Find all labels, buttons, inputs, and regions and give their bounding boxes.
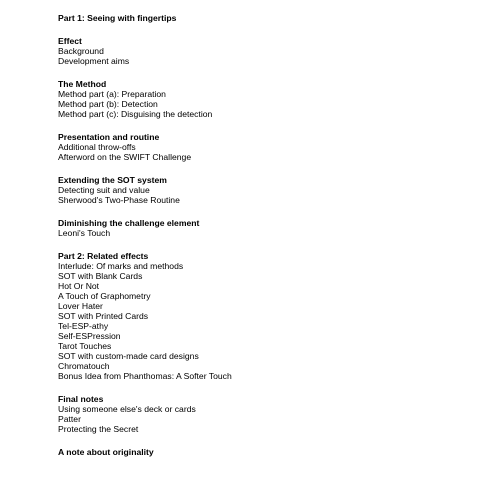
toc-item: Method part (a): Preparation [58, 89, 166, 99]
section-item-list [58, 228, 488, 238]
toc-item: Interlude: Of marks and methods [58, 261, 184, 271]
toc-item: Method part (c): Disguising the detection [58, 109, 213, 119]
toc-section [58, 36, 488, 66]
toc-item: Tarot Touches [58, 341, 112, 351]
toc-item: Sherwood's Two-Phase Routine [58, 195, 180, 205]
toc-item: Background [58, 46, 104, 56]
section-item-list [58, 404, 488, 434]
part-heading: Part 1: Seeing with fingertips [58, 13, 177, 23]
table-of-contents [58, 13, 488, 457]
toc-section [58, 13, 488, 23]
section-heading: Extending the SOT system [58, 175, 167, 185]
toc-item: Method part (b): Detection [58, 99, 158, 109]
toc-section [58, 447, 488, 457]
section-heading: Presentation and routine [58, 132, 160, 142]
toc-item: Protecting the Secret [58, 424, 139, 434]
toc-item: Lover Hater [58, 301, 103, 311]
toc-section [58, 394, 488, 434]
toc-section [58, 132, 488, 162]
section-item-list [58, 46, 488, 66]
section-item-list [58, 185, 488, 205]
toc-item: SOT with custom-made card designs [58, 351, 199, 361]
section-heading: Diminishing the challenge element [58, 218, 200, 228]
section-heading: A note about originality [58, 447, 154, 457]
toc-item: Chromatouch [58, 361, 110, 371]
section-item-list [58, 89, 488, 119]
toc-item: A Touch of Graphometry [58, 291, 151, 301]
toc-section [58, 218, 488, 238]
toc-item: Hot Or Not [58, 281, 100, 291]
toc-item: SOT with Blank Cards [58, 271, 143, 281]
toc-section [58, 79, 488, 119]
toc-item: Bonus Idea from Phanthomas: A Softer Touch [58, 371, 232, 381]
section-item-list [58, 261, 488, 381]
toc-item: SOT with Printed Cards [58, 311, 149, 321]
section-item-list [58, 142, 488, 162]
toc-section [58, 175, 488, 205]
toc-item: Tel-ESP-athy [58, 321, 109, 331]
section-heading: Final notes [58, 394, 104, 404]
section-heading: Effect [58, 36, 82, 46]
toc-item: Self-ESPression [58, 331, 121, 341]
toc-item: Afterword on the SWIFT Challenge [58, 152, 192, 162]
toc-item: Patter [58, 414, 81, 424]
toc-item: Using someone else's deck or cards [58, 404, 196, 414]
section-heading: Part 2: Related effects [58, 251, 149, 261]
toc-item: Detecting suit and value [58, 185, 150, 195]
toc-item: Development aims [58, 56, 130, 66]
section-heading: The Method [58, 79, 107, 89]
toc-section [58, 251, 488, 381]
toc-item: Additional throw-offs [58, 142, 136, 152]
toc-item: Leoni's Touch [58, 228, 111, 238]
